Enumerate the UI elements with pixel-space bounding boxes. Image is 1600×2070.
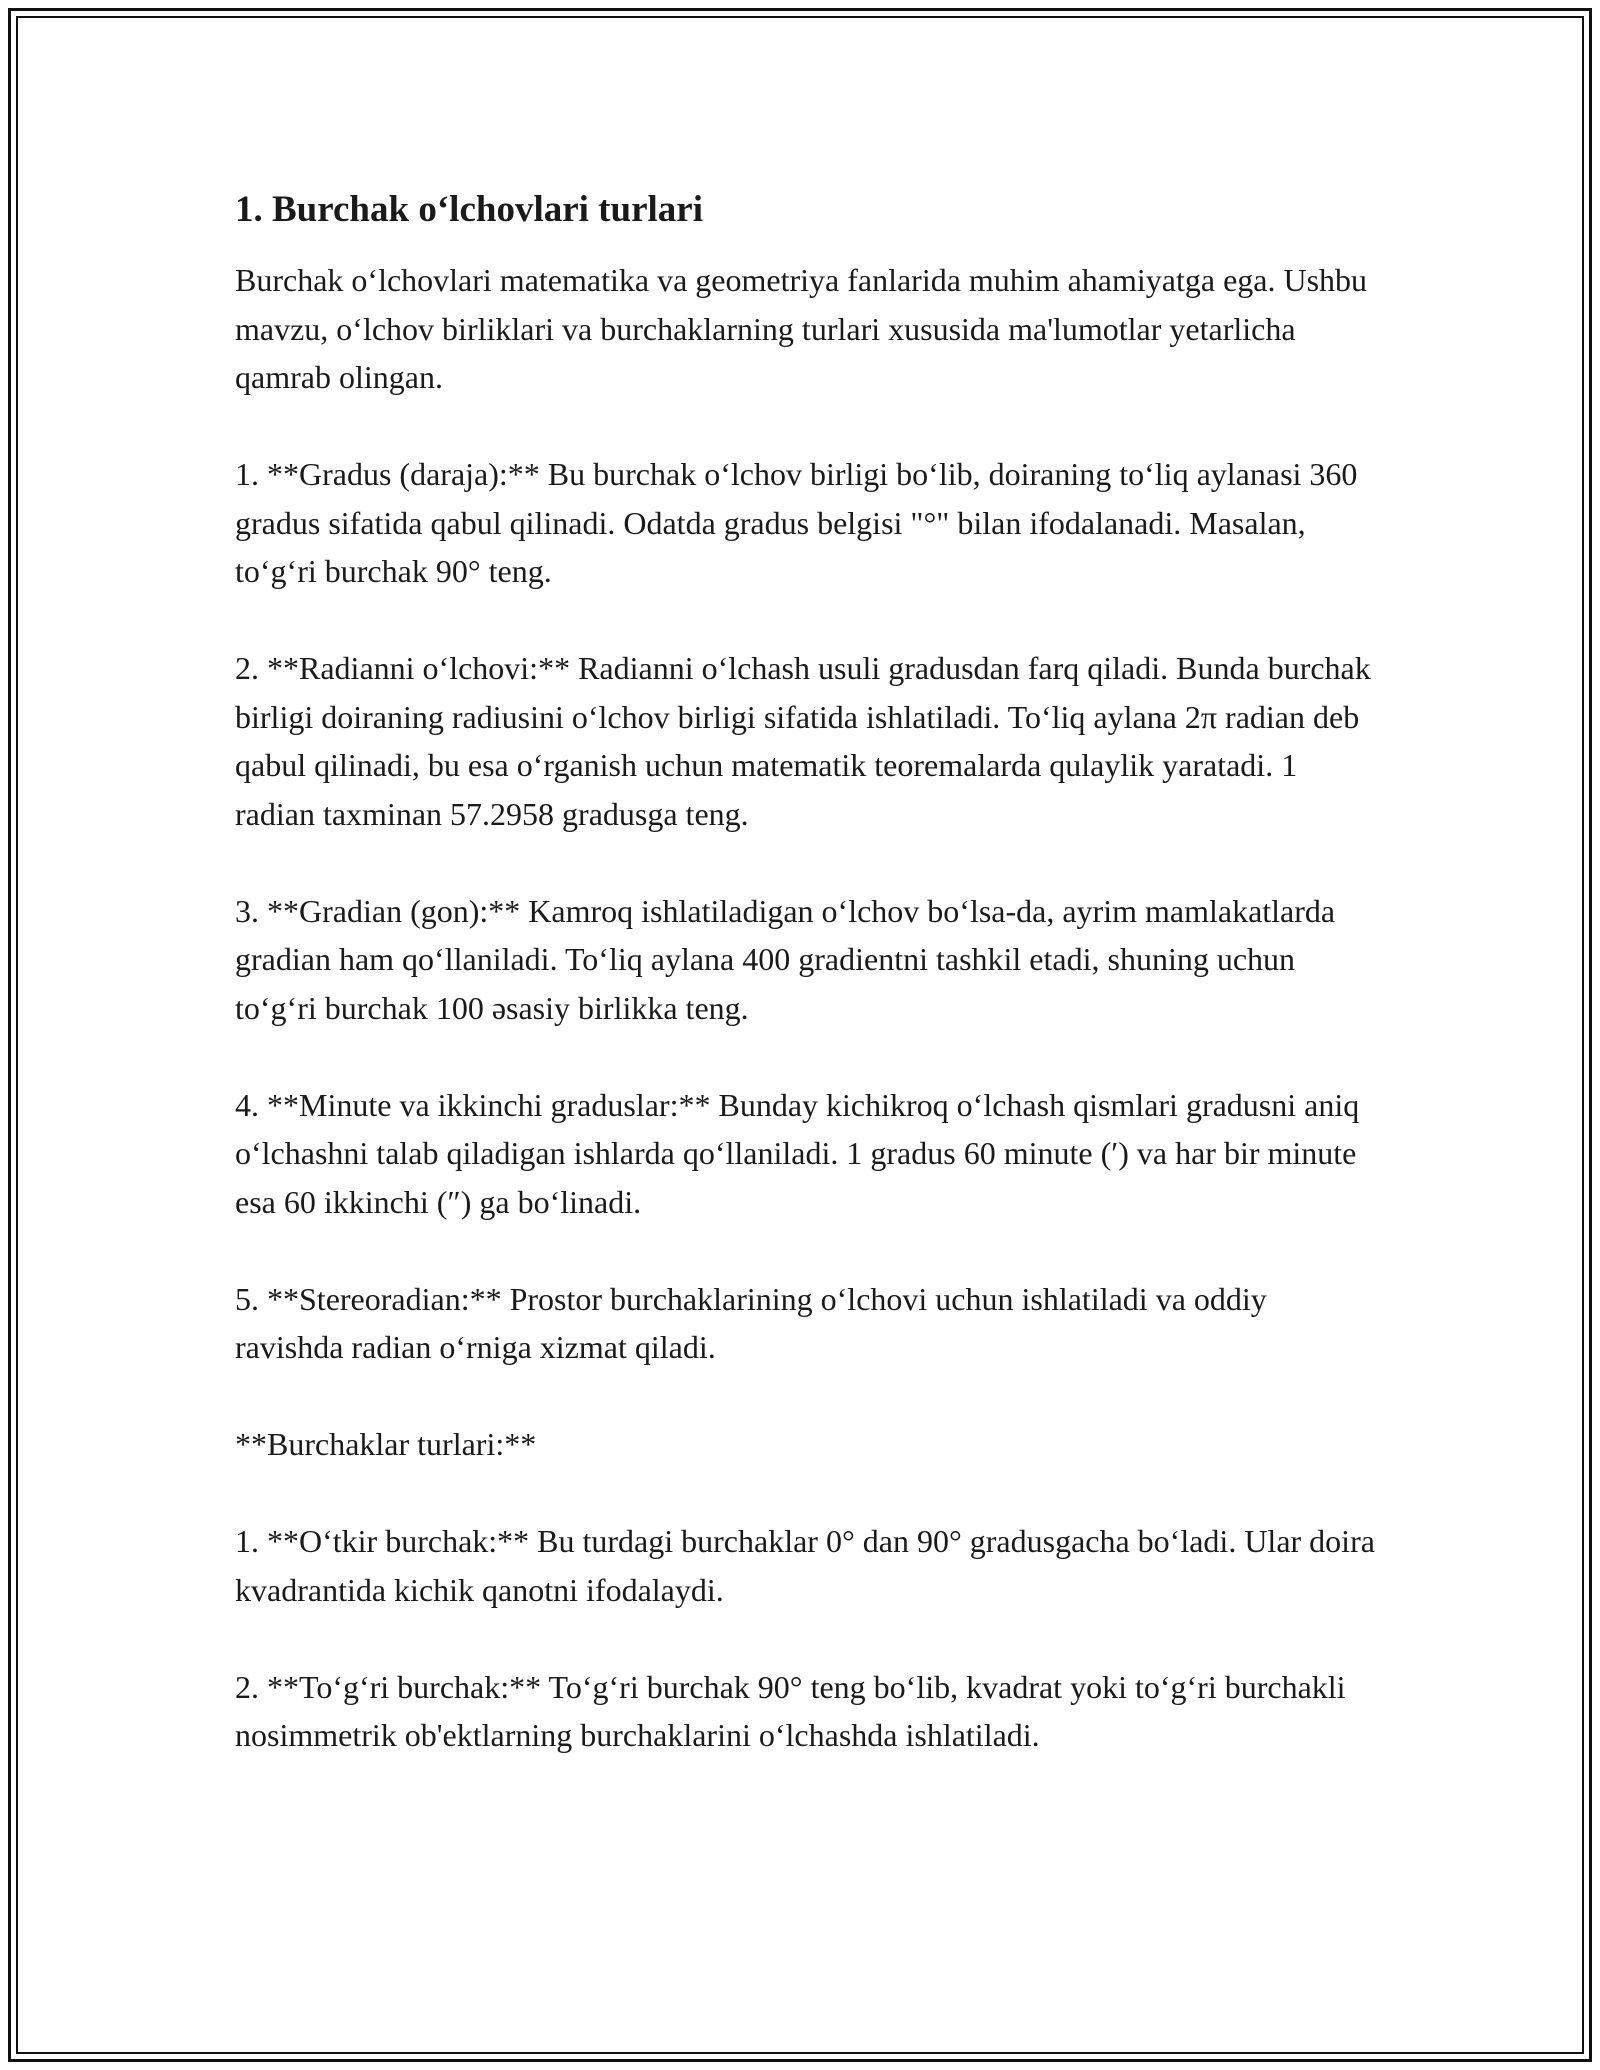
paragraph-radian: 2. **Radianni oʻlchovi:** Radianni oʻlchash usuli gradusdan farq qiladi. Bunda burchak birligi doiraning radiusini oʻlchov birligi sifatida ishlatiladi. Toʻliq aylana 2π radian deb qabul qilinadi, bu esa oʻrganish uchun matematik teoremalarda qulaylik yaratadi. 1 radian taxminan 57.2958 gradusga teng. [235,650,1371,832]
paragraph-gradian: 3. **Gradian (gon):** Kamroq ishlatiladigan oʻlchov boʻlsa-da, ayrim mamlakatlarda gradian ham qoʻllaniladi. Toʻliq aylana 400 gradientni tashkil etadi, shuning uchun toʻgʻri burchak 100 əsasiy birlikka teng. [235,892,1336,1026]
intro-paragraph: Burchak oʻlchovlari matematika va geometriya fanlarida muhim ahamiyatga ega. Ushbu mavzu, oʻlchov birliklari va burchaklarning turlari xususida ma'lumotlar yetarlicha qamrab olingan. [235,262,1368,395]
paragraph-togri-burchak: 2. **Toʻgʻri burchak:** Toʻgʻri burchak 90° teng boʻlib, kvadrat yoki toʻgʻri burchakli nosimmetrik ob'ektlarning burchaklarini oʻlchashda ishlatiladi. [235,1668,1346,1753]
paragraph-otkir-burchak: 1. **Oʻtkir burchak:** Bu turdagi burchaklar 0° dan 90° gradusgacha boʻladi. Ular doira kvadrantida kichik qanotni ifodalaydi. [235,1523,1375,1608]
paragraph-stereoradian: 5. **Stereoradian:** Prostor burchaklarining oʻlchovi uchun ishlatiladi va oddiy ravishda radian oʻrniga xizmat qiladi. [235,1280,1267,1365]
section-heading-burchaklar-turlari: **Burchaklar turlari:** [235,1426,537,1462]
document-title: 1. Burchak oʻlchovlari turlari [235,189,703,230]
document-body [235,186,1375,1808]
paragraph-gradus: 1. **Gradus (daraja):** Bu burchak oʻlchov birligi boʻlib, doiraning toʻliq aylanasi 360 gradus sifatida qabul qilinadi. Odatda gradus belgisi "°" bilan ifodalanadi. Masalan, toʻgʻri burchak 90° teng. [235,456,1358,589]
paragraph-minute: 4. **Minute va ikkinchi graduslar:** Bunday kichikroq oʻlchash qismlari gradusni aniq oʻlchashni talab qiladigan ishlarda qoʻllaniladi. 1 gradus 60 minute (′) va har bir minute esa 60 ikkinchi (″) ga boʻlinadi. [235,1086,1360,1220]
